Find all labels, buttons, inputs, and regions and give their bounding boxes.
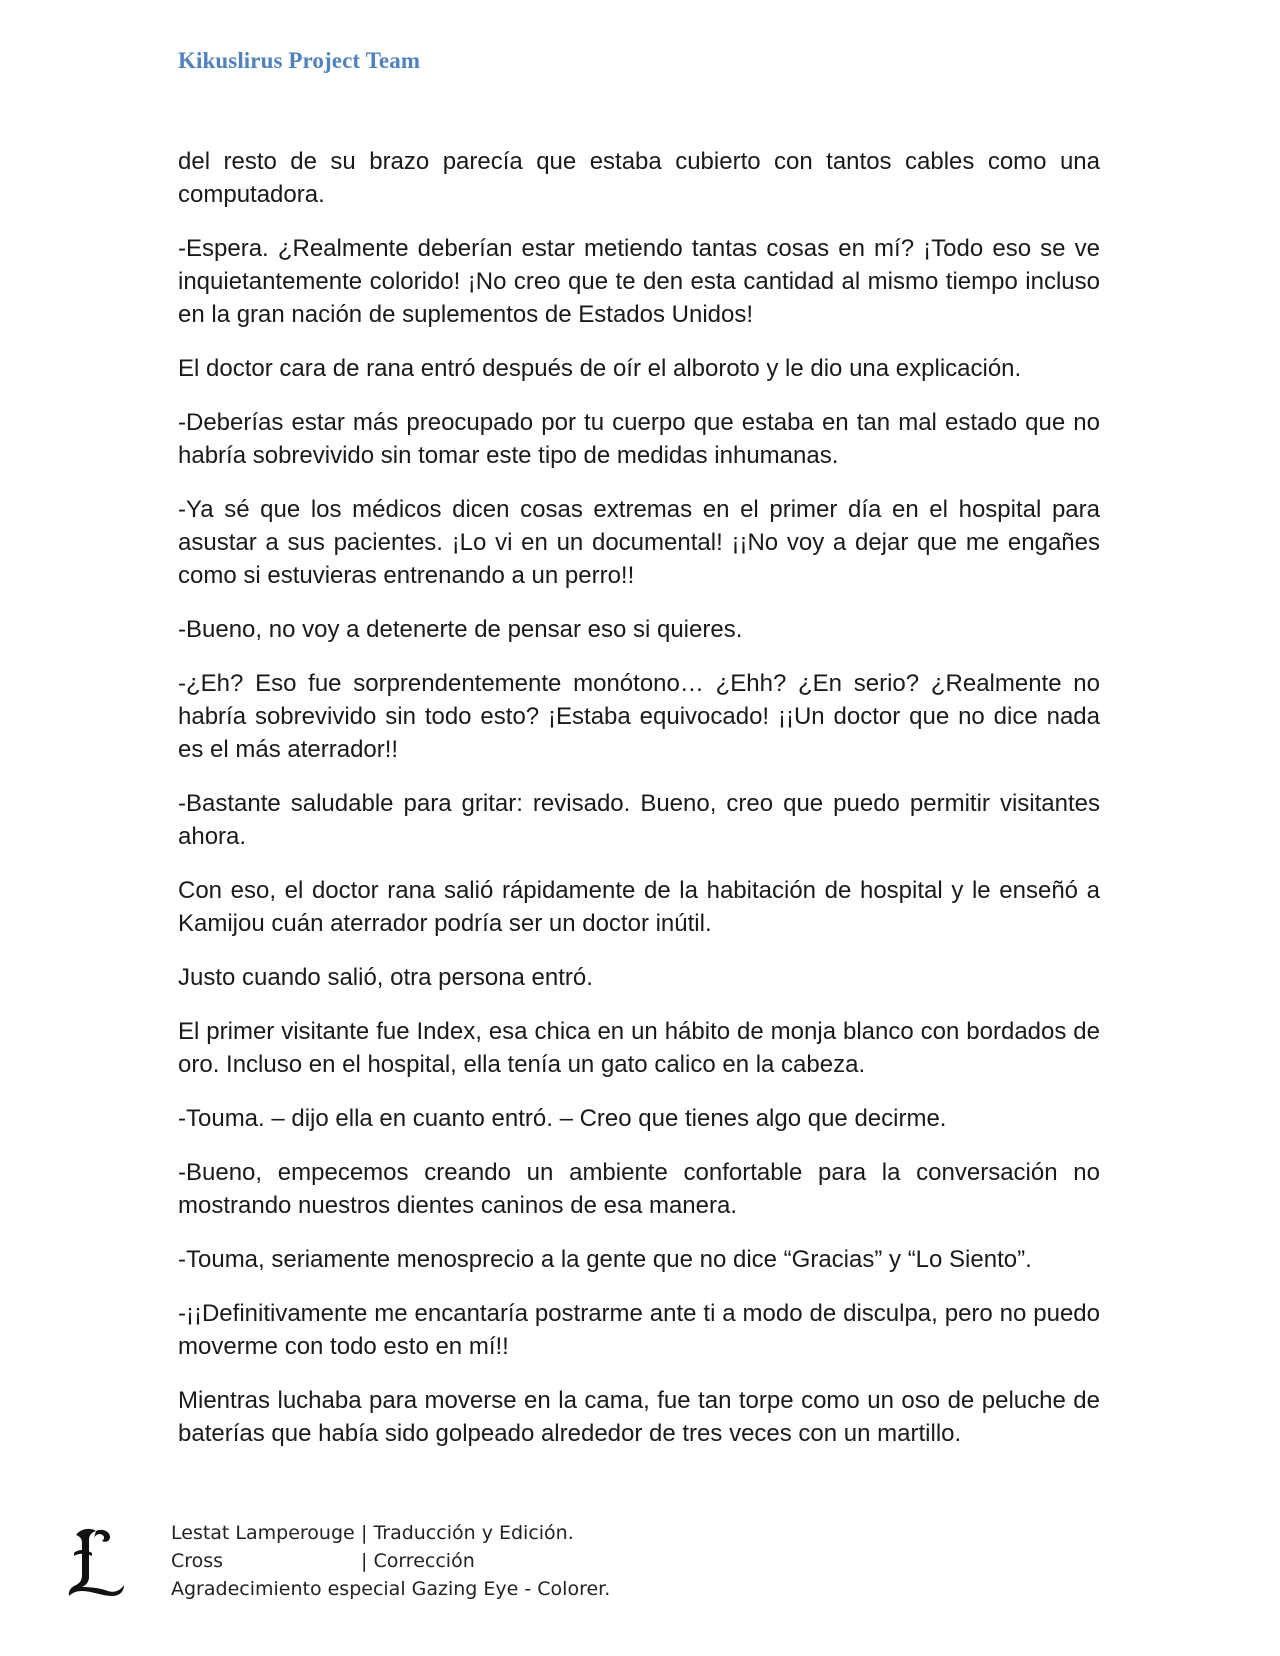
page-header-title: Kikuslirus Project Team	[178, 48, 421, 73]
paragraph: -Touma. – dijo ella en cuanto entró. – Creo que tienes algo que decirme.	[178, 1105, 947, 1132]
paragraph: -Ya sé que los médicos dicen cosas extremas en el primer día en el hospital para asustar a sus pacientes. ¡Lo vi en un documental! ¡¡No voy a dejar que me engañes como si estuvieras entrenando a un perro!!	[178, 496, 1100, 589]
credit-name: Cross	[171, 1550, 224, 1572]
credit-role: | Corrección	[361, 1550, 475, 1572]
paragraph: El primer visitante fue Index, esa chica en un hábito de monja blanco con bordados de oro. Incluso en el hospital, ella tenía un gato calico en la cabeza.	[178, 1018, 1100, 1078]
paragraph: -Espera. ¿Realmente deberían estar metiendo tantas cosas en mí? ¡Todo eso se ve inquietantemente colorido! ¡No creo que te den esta cantidad al mismo tiempo incluso en la gran nación de suplementos de Estados Unidos!	[178, 235, 1100, 328]
paragraph: -Touma, seriamente menosprecio a la gente que no dice “Gracias” y “Lo Siento”.	[178, 1246, 1032, 1273]
special-thanks: Agradecimiento especial Gazing Eye - Colorer.	[171, 1578, 611, 1600]
paragraph: -¡¡Definitivamente me encantaría postrarme ante ti a modo de disculpa, pero no puedo moverme con todo esto en mí!!	[178, 1300, 1100, 1360]
page-footer	[0, 1515, 1280, 1615]
paragraph: El doctor cara de rana entró después de oír el alboroto y le dio una explicación.	[178, 355, 1022, 382]
credit-name: Lestat Lamperouge	[171, 1522, 355, 1544]
paragraph: -Bastante saludable para gritar: revisado. Bueno, creo que puedo permitir visitantes ahora.	[178, 790, 1100, 850]
paragraph: -Bueno, no voy a detenerte de pensar eso si quieres.	[178, 616, 743, 643]
document-body	[178, 145, 1100, 1471]
gothic-L-logo-icon	[66, 1525, 128, 1597]
credits-block	[171, 1519, 610, 1603]
paragraph: Con eso, el doctor rana salió rápidamente de la habitación de hospital y le enseñó a Kamijou cuán aterrador podría ser un doctor inútil.	[178, 877, 1100, 937]
paragraph: del resto de su brazo parecía que estaba cubierto con tantos cables como una computadora.	[178, 148, 1100, 208]
credit-role: | Traducción y Edición.	[361, 1522, 574, 1544]
credit-row	[171, 1547, 610, 1575]
paragraph: -¿Eh? Eso fue sorprendentemente monótono… ¿Ehh? ¿En serio? ¿Realmente no habría sobrevivido sin todo esto? ¡Estaba equivocado! ¡¡Un doctor que no dice nada es el más aterrador!!	[178, 670, 1100, 763]
credit-row	[171, 1519, 610, 1547]
paragraph: Mientras luchaba para moverse en la cama, fue tan torpe como un oso de peluche de baterías que había sido golpeado alrededor de tres veces con un martillo.	[178, 1387, 1100, 1447]
paragraph: Justo cuando salió, otra persona entró.	[178, 964, 593, 991]
paragraph: -Deberías estar más preocupado por tu cuerpo que estaba en tan mal estado que no habría sobrevivido sin tomar este tipo de medidas inhumanas.	[178, 409, 1100, 469]
paragraph: -Bueno, empecemos creando un ambiente confortable para la conversación no mostrando nuestros dientes caninos de esa manera.	[178, 1159, 1100, 1219]
